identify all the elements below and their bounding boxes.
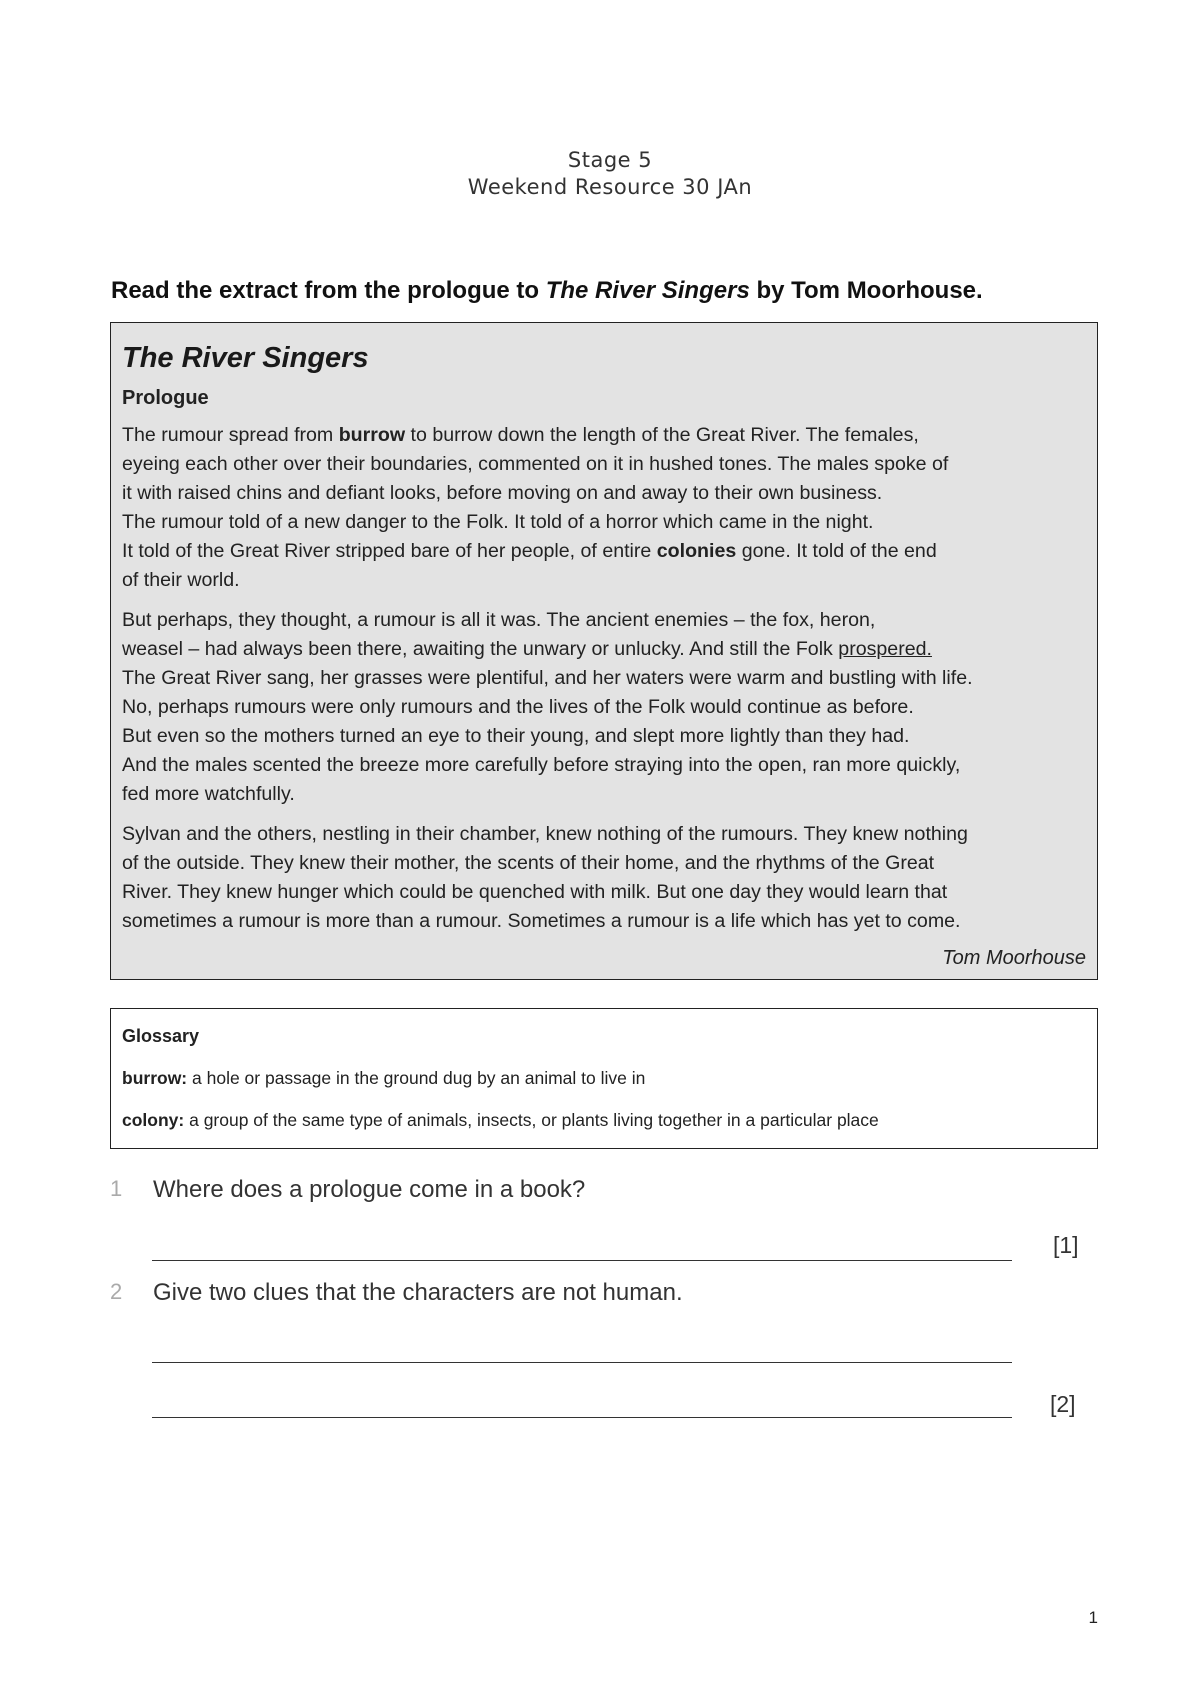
question-text: Give two clues that the characters are not human. — [153, 1279, 683, 1306]
glossary-word-burrow: burrow — [338, 424, 406, 446]
extract-paragraph-1 — [122, 421, 1087, 595]
extract-subtitle: Prologue — [122, 387, 209, 409]
extract-box — [110, 322, 1098, 980]
extract-line: Sylvan and the others, nestling in their chamber, knew nothing of the rumours. They knew nothing — [122, 823, 968, 845]
instruction-book-title: The River Singers — [545, 277, 750, 304]
extract-paragraph-2 — [122, 606, 1087, 809]
extract-line: of their world. — [122, 569, 240, 591]
extract-line: But even so the mothers turned an eye to their young, and slept more lightly than they had. — [122, 725, 910, 747]
glossary-definition: a hole or passage in the ground dug by an animal to live in — [187, 1068, 646, 1088]
glossary-word-colonies: colonies — [656, 540, 737, 562]
extract-line: sometimes a rumour is more than a rumour. Sometimes a rumour is a life which has yet to come. — [122, 910, 961, 932]
extract-line: weasel – had always been there, awaiting the unwary or unlucky. And still the Folk prospered. — [122, 638, 932, 660]
extract-line: eyeing each other over their boundaries, commented on it in hushed tones. The males spoke of — [122, 453, 949, 475]
extract-line: River. They knew hunger which could be quenched with milk. But one day they would learn that — [122, 881, 948, 903]
question-text: Where does a prologue come in a book? — [153, 1176, 586, 1203]
glossary-box — [110, 1008, 1098, 1149]
extract-line: The Great River sang, her grasses were plentiful, and her waters were warm and bustling with life. — [122, 667, 973, 689]
glossary-title: Glossary — [122, 1026, 200, 1046]
extract-line: it with raised chins and defiant looks, before moving on and away to their own business. — [122, 482, 883, 504]
answer-line-q2a[interactable] — [152, 1362, 1012, 1363]
question-number: 2 — [110, 1279, 123, 1304]
extract-line: fed more watchfully. — [122, 783, 295, 805]
resource-label: Weekend Resource 30 JAn — [467, 175, 753, 199]
glossary-item — [122, 1067, 1087, 1089]
extract-line: The rumour told of a new danger to the Folk. It told of a horror which came in the night. — [122, 511, 874, 533]
extract-line: No, perhaps rumours were only rumours and the lives of the Folk would continue as before. — [122, 696, 914, 718]
extract-line: But perhaps, they thought, a rumour is all it was. The ancient enemies – the fox, heron, — [122, 609, 876, 631]
question-1-marks: [1] — [1053, 1232, 1079, 1258]
underlined-word-prospered: prospered. — [838, 638, 932, 660]
extract-line: It told of the Great River stripped bare of her people, of entire colonies gone. It told of the end — [122, 540, 937, 562]
extract-title: The River Singers — [122, 342, 369, 374]
glossary-item — [122, 1109, 1087, 1131]
glossary-term: burrow: — [122, 1068, 188, 1088]
answer-line-q1[interactable] — [152, 1260, 1012, 1261]
extract-line: of the outside. They knew their mother, the scents of their home, and the rhythms of the Great — [122, 852, 935, 874]
question-number: 1 — [110, 1176, 123, 1201]
page-header — [0, 147, 1200, 201]
glossary-term: colony: — [122, 1110, 185, 1130]
page-number: 1 — [1088, 1608, 1098, 1627]
extract-line: And the males scented the breeze more carefully before straying into the open, ran more quickly, — [122, 754, 961, 776]
reading-instruction — [111, 277, 983, 305]
question-2-marks: [2] — [1050, 1391, 1076, 1417]
answer-line-q2b[interactable] — [152, 1417, 1012, 1418]
stage-label: Stage 5 — [567, 148, 653, 172]
instruction-text-before: Read the extract from the prologue to — [111, 277, 546, 304]
glossary-definition: a group of the same type of animals, insects, or plants living together in a particular place — [184, 1110, 879, 1130]
extract-line: The rumour spread from burrow to burrow down the length of the Great River. The females, — [122, 424, 919, 446]
instruction-text-after: by Tom Moorhouse. — [749, 277, 983, 304]
extract-paragraph-3 — [122, 820, 1087, 936]
extract-author: Tom Moorhouse — [942, 947, 1086, 969]
